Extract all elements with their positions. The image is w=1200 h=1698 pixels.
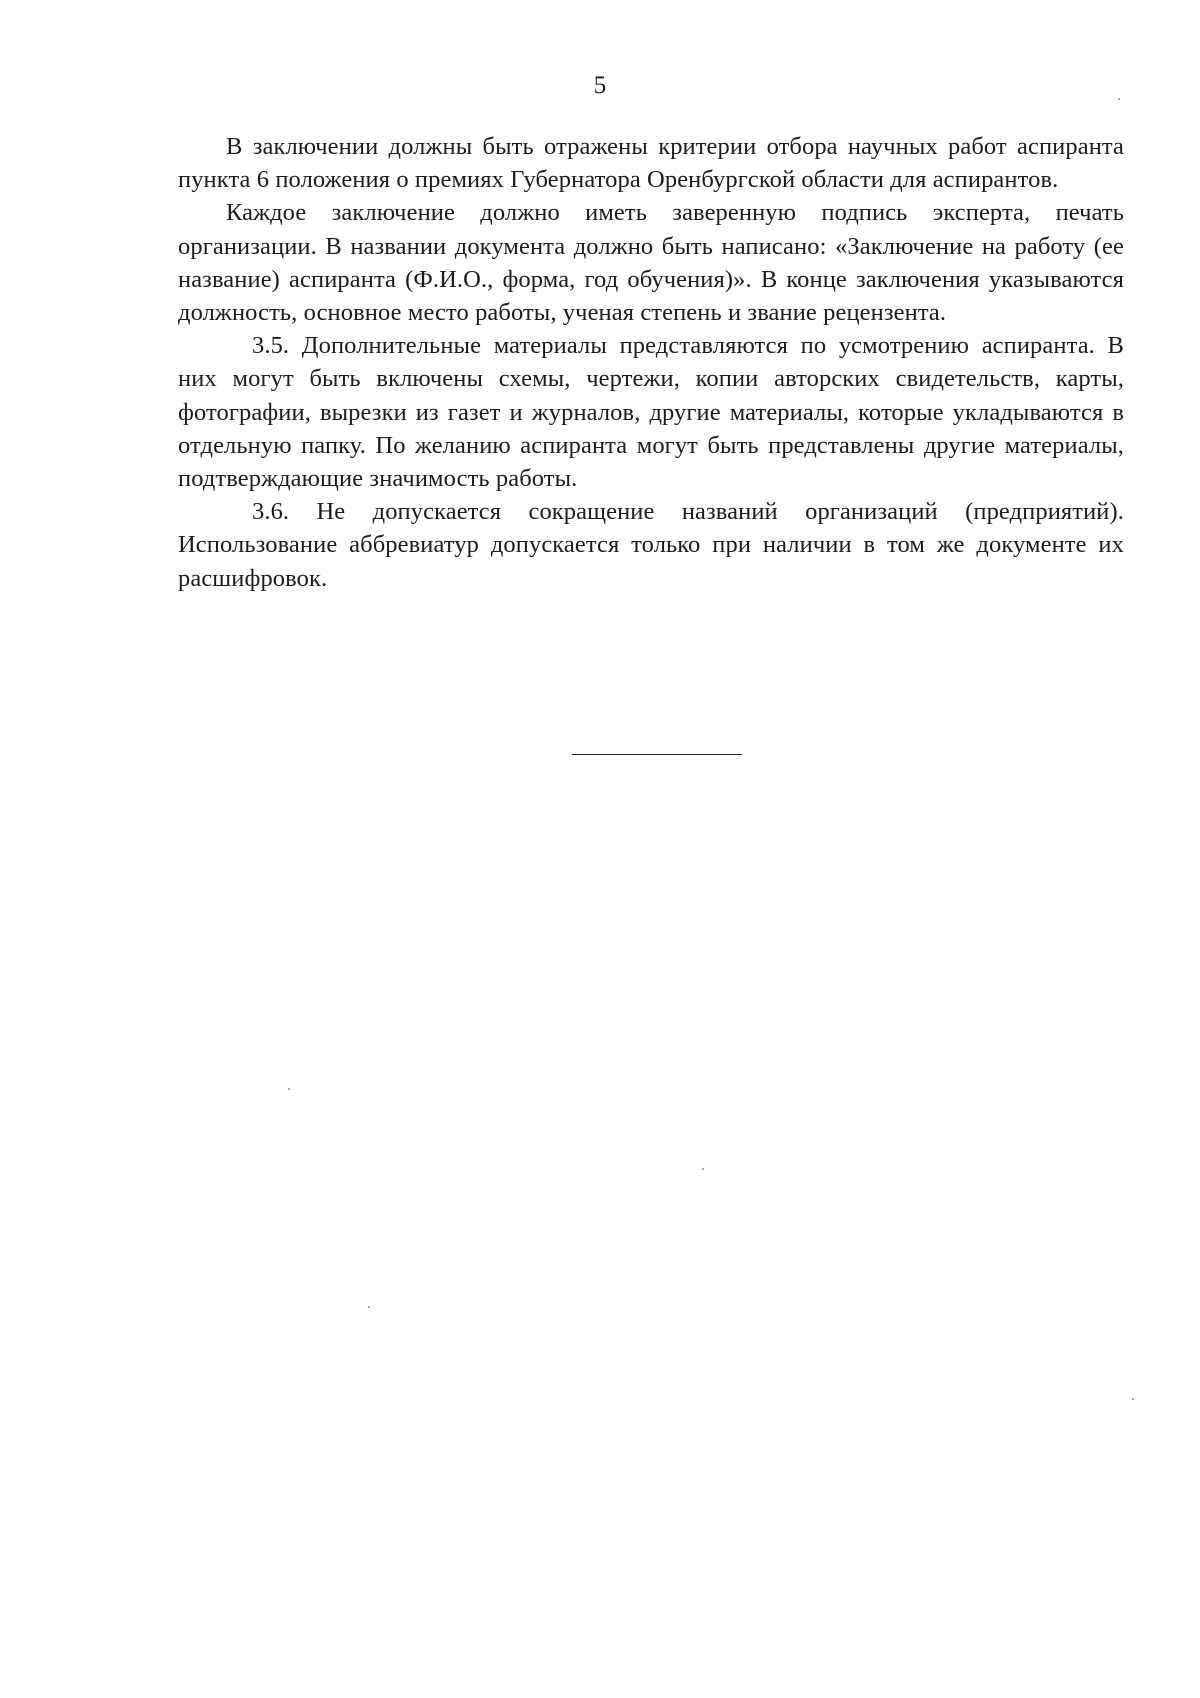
end-of-text-rule	[572, 754, 742, 755]
scan-speck	[1132, 1398, 1134, 1400]
page-number: 5	[593, 72, 607, 99]
scan-speck	[702, 1168, 704, 1170]
scan-speck	[1118, 98, 1120, 100]
paragraph-3-6-abbreviations: 3.6. Не допускается сокращение названий организаций (предприятий). Использование аббревиатур допускается только при наличии в том же документе их расшифровок.	[178, 498, 1124, 592]
paragraph-3-5-additional-materials: 3.5. Дополнительные материалы представляются по усмотрению аспиранта. В них могут быть включены схемы, чертежи, копии авторских свидетельств, карты, фотографии, вырезки из газет и журналов, другие материалы, которые укладываются в отдельную папку. По желанию аспиранта могут быть представлены другие материалы, подтверждающие значимость работы.	[178, 332, 1124, 493]
paragraph-conclusion-requirements: Каждое заключение должно иметь заверенную подпись эксперта, печать организации. В названии документа должно быть написано: «Заключение на работу (ее название) аспиранта (Ф.И.О., форма, год обучения)». В конце заключения указываются должность, основное место работы, ученая степень и звание рецензента.	[178, 199, 1124, 327]
document-body	[178, 130, 1124, 595]
scan-speck	[368, 1306, 370, 1308]
scan-speck	[288, 1088, 290, 1090]
paragraph-criteria: В заключении должны быть отражены критерии отбора научных работ аспиранта пункта 6 положения о премиях Губернатора Оренбургской области для аспирантов.	[178, 133, 1124, 194]
